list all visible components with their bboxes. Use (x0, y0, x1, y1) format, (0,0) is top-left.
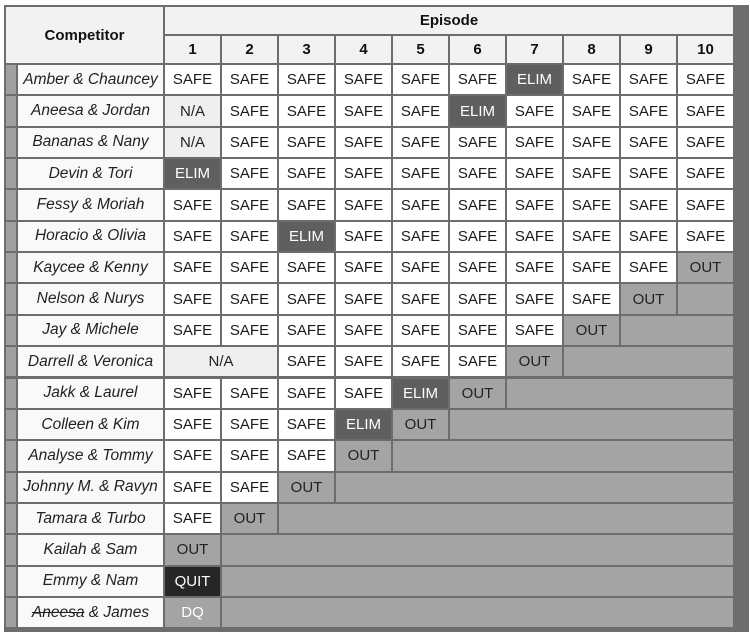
competitor-name: Colleen & Kim (18, 410, 163, 439)
status-cell-safe: SAFE (336, 159, 391, 188)
row-marker (6, 379, 16, 408)
status-cell-out: OUT (222, 504, 277, 533)
status-cell-safe: SAFE (564, 253, 619, 282)
status-cell-safe: SAFE (279, 96, 334, 125)
status-cell-safe: SAFE (279, 410, 334, 439)
status-cell-safe: SAFE (222, 65, 277, 94)
status-cell-safe: SAFE (564, 284, 619, 313)
competitor-name: Amber & Chauncey (18, 65, 163, 94)
status-cell-safe: SAFE (279, 65, 334, 94)
row-marker (6, 128, 16, 157)
status-cell-safe: SAFE (507, 253, 562, 282)
status-cell-safe: SAFE (279, 379, 334, 408)
status-cell-safe: SAFE (621, 65, 676, 94)
status-cell-safe: SAFE (222, 96, 277, 125)
status-cell-safe: SAFE (222, 473, 277, 502)
competitor-header: Competitor (6, 7, 163, 63)
row-marker (6, 347, 16, 376)
row-marker (6, 410, 16, 439)
status-cell-quit: QUIT (165, 567, 220, 596)
status-cell-safe: SAFE (165, 284, 220, 313)
status-cell-safe: SAFE (621, 96, 676, 125)
episode-number-header: 8 (564, 36, 619, 63)
status-cell-safe: SAFE (450, 316, 505, 345)
row-marker (6, 504, 16, 533)
status-cell-na: N/A (165, 96, 220, 125)
status-cell-elim: ELIM (279, 222, 334, 251)
empty-fill (678, 284, 733, 313)
empty-fill (222, 535, 733, 564)
competitor-name: Jakk & Laurel (18, 379, 163, 408)
competitor-name: Kaycee & Kenny (18, 253, 163, 282)
status-cell-safe: SAFE (279, 347, 334, 376)
empty-fill (279, 504, 733, 533)
status-cell-elim: ELIM (393, 379, 448, 408)
status-cell-safe: SAFE (393, 128, 448, 157)
status-cell-safe: SAFE (393, 347, 448, 376)
status-cell-safe: SAFE (564, 222, 619, 251)
status-cell-out: OUT (564, 316, 619, 345)
status-cell-safe: SAFE (222, 159, 277, 188)
status-cell-safe: SAFE (222, 190, 277, 219)
status-cell-out: OUT (393, 410, 448, 439)
elimination-table (4, 5, 749, 632)
status-cell-na: N/A (165, 347, 277, 376)
status-cell-elim: ELIM (336, 410, 391, 439)
status-cell-safe: SAFE (621, 222, 676, 251)
competitor-name: Johnny M. & Ravyn (18, 473, 163, 502)
row-marker (6, 535, 16, 564)
status-cell-safe: SAFE (165, 316, 220, 345)
status-cell-safe: SAFE (393, 96, 448, 125)
empty-fill (450, 410, 733, 439)
competitor-name: Horacio & Olivia (18, 222, 163, 251)
status-cell-na: N/A (165, 128, 220, 157)
competitor-name (18, 598, 163, 627)
status-cell-safe: SAFE (279, 159, 334, 188)
episode-number-header: 3 (279, 36, 334, 63)
episode-number-header: 1 (165, 36, 220, 63)
row-marker (6, 567, 16, 596)
status-cell-safe: SAFE (450, 253, 505, 282)
status-cell-safe: SAFE (564, 65, 619, 94)
row-marker (6, 190, 16, 219)
empty-fill (336, 473, 733, 502)
status-cell-safe: SAFE (222, 379, 277, 408)
status-cell-safe: SAFE (336, 222, 391, 251)
status-cell-safe: SAFE (450, 65, 505, 94)
empty-fill (222, 567, 733, 596)
empty-fill (222, 598, 733, 627)
status-cell-safe: SAFE (507, 222, 562, 251)
competitor-name: Bananas & Nany (18, 128, 163, 157)
row-marker (6, 96, 16, 125)
name-remainder: & James (84, 603, 150, 621)
status-cell-safe: SAFE (450, 347, 505, 376)
status-cell-safe: SAFE (507, 316, 562, 345)
episode-header: Episode (165, 7, 733, 34)
status-cell-safe: SAFE (222, 128, 277, 157)
status-cell-elim: ELIM (450, 96, 505, 125)
status-cell-safe: SAFE (279, 190, 334, 219)
status-cell-safe: SAFE (165, 253, 220, 282)
row-marker (6, 65, 16, 94)
status-cell-safe: SAFE (450, 128, 505, 157)
status-cell-dq: DQ (165, 598, 220, 627)
status-cell-out: OUT (279, 473, 334, 502)
row-marker (6, 598, 16, 627)
competitor-name: Jay & Michele (18, 316, 163, 345)
status-cell-safe: SAFE (393, 159, 448, 188)
status-cell-safe: SAFE (678, 190, 733, 219)
status-cell-safe: SAFE (621, 159, 676, 188)
row-marker (6, 253, 16, 282)
status-cell-safe: SAFE (393, 222, 448, 251)
status-cell-out: OUT (336, 441, 391, 470)
competitor-name: Nelson & Nurys (18, 284, 163, 313)
status-cell-safe: SAFE (678, 96, 733, 125)
status-cell-safe: SAFE (336, 65, 391, 94)
competitor-name: Fessy & Moriah (18, 190, 163, 219)
competitor-name: Aneesa & Jordan (18, 96, 163, 125)
status-cell-safe: SAFE (450, 284, 505, 313)
competitor-name: Darrell & Veronica (18, 347, 163, 376)
row-marker (6, 159, 16, 188)
episode-number-header: 2 (222, 36, 277, 63)
row-marker (6, 316, 16, 345)
empty-fill (621, 316, 733, 345)
status-cell-safe: SAFE (165, 441, 220, 470)
status-cell-safe: SAFE (450, 190, 505, 219)
episode-number-header: 5 (393, 36, 448, 63)
status-cell-safe: SAFE (393, 284, 448, 313)
status-cell-out: OUT (165, 535, 220, 564)
status-cell-safe: SAFE (507, 96, 562, 125)
status-cell-safe: SAFE (621, 253, 676, 282)
episode-number-header: 10 (678, 36, 733, 63)
status-cell-safe: SAFE (507, 190, 562, 219)
status-cell-safe: SAFE (222, 284, 277, 313)
status-cell-safe: SAFE (336, 379, 391, 408)
struck-name-part: Aneesa (31, 603, 85, 621)
status-cell-safe: SAFE (165, 379, 220, 408)
row-marker (6, 222, 16, 251)
status-cell-safe: SAFE (507, 284, 562, 313)
status-cell-safe: SAFE (222, 441, 277, 470)
status-cell-safe: SAFE (393, 65, 448, 94)
status-cell-safe: SAFE (165, 190, 220, 219)
empty-fill (507, 379, 733, 408)
status-cell-safe: SAFE (165, 65, 220, 94)
competitor-name: Emmy & Nam (18, 567, 163, 596)
status-cell-elim: ELIM (165, 159, 220, 188)
status-cell-safe: SAFE (165, 410, 220, 439)
status-cell-safe: SAFE (564, 159, 619, 188)
status-cell-out: OUT (678, 253, 733, 282)
competitor-name: Tamara & Turbo (18, 504, 163, 533)
episode-number-header: 7 (507, 36, 562, 63)
status-cell-safe: SAFE (336, 96, 391, 125)
status-cell-safe: SAFE (336, 190, 391, 219)
episode-number-header: 4 (336, 36, 391, 63)
status-cell-safe: SAFE (393, 253, 448, 282)
competitor-name: Analyse & Tommy (18, 441, 163, 470)
empty-fill (393, 441, 733, 470)
status-cell-safe: SAFE (564, 96, 619, 125)
status-cell-safe: SAFE (336, 128, 391, 157)
status-cell-safe: SAFE (279, 284, 334, 313)
status-cell-safe: SAFE (621, 190, 676, 219)
status-cell-out: OUT (450, 379, 505, 408)
status-cell-safe: SAFE (507, 159, 562, 188)
status-cell-safe: SAFE (678, 65, 733, 94)
row-marker (6, 441, 16, 470)
status-cell-out: OUT (507, 347, 562, 376)
competitor-name: Devin & Tori (18, 159, 163, 188)
empty-fill (564, 347, 733, 376)
competitor-name: Kailah & Sam (18, 535, 163, 564)
status-cell-safe: SAFE (450, 222, 505, 251)
status-cell-safe: SAFE (336, 347, 391, 376)
row-marker (6, 473, 16, 502)
status-cell-safe: SAFE (678, 222, 733, 251)
status-cell-safe: SAFE (564, 190, 619, 219)
status-cell-safe: SAFE (222, 222, 277, 251)
status-cell-safe: SAFE (165, 504, 220, 533)
status-cell-safe: SAFE (564, 128, 619, 157)
status-cell-safe: SAFE (279, 128, 334, 157)
episode-number-header: 9 (621, 36, 676, 63)
status-cell-elim: ELIM (507, 65, 562, 94)
status-cell-safe: SAFE (165, 473, 220, 502)
status-cell-safe: SAFE (279, 441, 334, 470)
status-cell-safe: SAFE (621, 128, 676, 157)
status-cell-safe: SAFE (507, 128, 562, 157)
status-cell-safe: SAFE (165, 222, 220, 251)
status-cell-safe: SAFE (450, 159, 505, 188)
episode-number-header: 6 (450, 36, 505, 63)
status-cell-safe: SAFE (279, 253, 334, 282)
status-cell-safe: SAFE (393, 316, 448, 345)
row-marker (6, 284, 16, 313)
status-cell-safe: SAFE (336, 253, 391, 282)
status-cell-safe: SAFE (222, 316, 277, 345)
status-cell-safe: SAFE (336, 284, 391, 313)
status-cell-safe: SAFE (678, 128, 733, 157)
status-cell-safe: SAFE (393, 190, 448, 219)
status-cell-safe: SAFE (222, 253, 277, 282)
status-cell-safe: SAFE (336, 316, 391, 345)
status-cell-out: OUT (621, 284, 676, 313)
status-cell-safe: SAFE (222, 410, 277, 439)
status-cell-safe: SAFE (279, 316, 334, 345)
status-cell-safe: SAFE (678, 159, 733, 188)
